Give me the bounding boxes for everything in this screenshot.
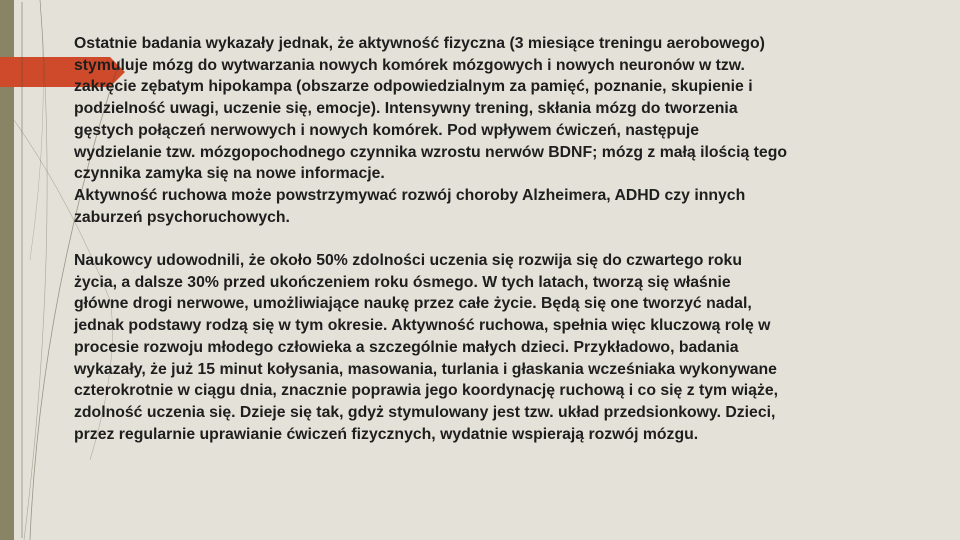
- text-line: jednak podstawy rodzą się w tym okresie. Aktywność ruchowa, spełnia więc kluczową rolę w: [74, 317, 771, 335]
- paragraph-2: [74, 250, 894, 445]
- text-line: Ostatnie badania wykazały jednak, że aktywność fizyczna (3 miesiące treningu aerobowego): [74, 35, 765, 52]
- text-line: Naukowcy udowodnili, że około 50% zdolności uczenia się rozwija się do czwartego roku: [74, 252, 742, 270]
- text-line: wydzielanie tzw. mózgopochodnego czynnika wzrostu nerwów BDNF; mózg z małą ilością tego: [74, 143, 787, 161]
- text-line: podzielność uwagi, uczenie się, emocje). Intensywny trening, skłania mózg do tworzenia: [74, 100, 738, 118]
- text-line: procesie rozwoju młodego człowieka a szczególnie małych dzieci. Przykładowo, badania: [74, 338, 739, 356]
- slide-text-content: [74, 33, 894, 445]
- text-line: czynnika zamyka się na nowe informacje.: [74, 165, 385, 183]
- text-line: Aktywność ruchowa może powstrzymywać rozwój choroby Alzheimera, ADHD czy innych: [74, 186, 746, 204]
- text-line: zdolność uczenia się. Dzieje się tak, gdyż stymulowany jest tzw. układ przedsionkowy. Dzieci,: [74, 403, 776, 421]
- paragraph-1: [74, 33, 894, 228]
- text-line: zakręcie zębatym hipokampa (obszarze odpowiedzialnym za pamięć, poznanie, skupienie i: [74, 78, 753, 96]
- text-line: główne drogi nerwowe, umożliwiające naukę przez całe życie. Będą się one tworzyć nadal,: [74, 295, 752, 313]
- text-line: życia, a dalsze 30% przed ukończeniem roku ósmego. W tych latach, tworzą się właśnie: [74, 273, 731, 291]
- text-line: czterokrotnie w ciągu dnia, znacznie poprawia jego koordynację ruchową i co się z tym wiąże,: [74, 382, 779, 400]
- text-line: zaburzeń psychoruchowych.: [74, 208, 290, 226]
- text-line: wykazały, że już 15 minut kołysania, masowania, turlania i głaskania wcześniaka wykonywane: [74, 360, 777, 378]
- text-line: przez regularnie uprawianie ćwiczeń fizycznych, wydatnie wspierają rozwój mózgu.: [74, 425, 699, 443]
- text-line: gęstych połączeń nerwowych i nowych komórek. Pod wpływem ćwiczeń, następuje: [74, 121, 700, 139]
- text-line: stymuluje mózg do wytwarzania nowych komórek mózgowych i nowych neuronów w tzw.: [74, 56, 745, 74]
